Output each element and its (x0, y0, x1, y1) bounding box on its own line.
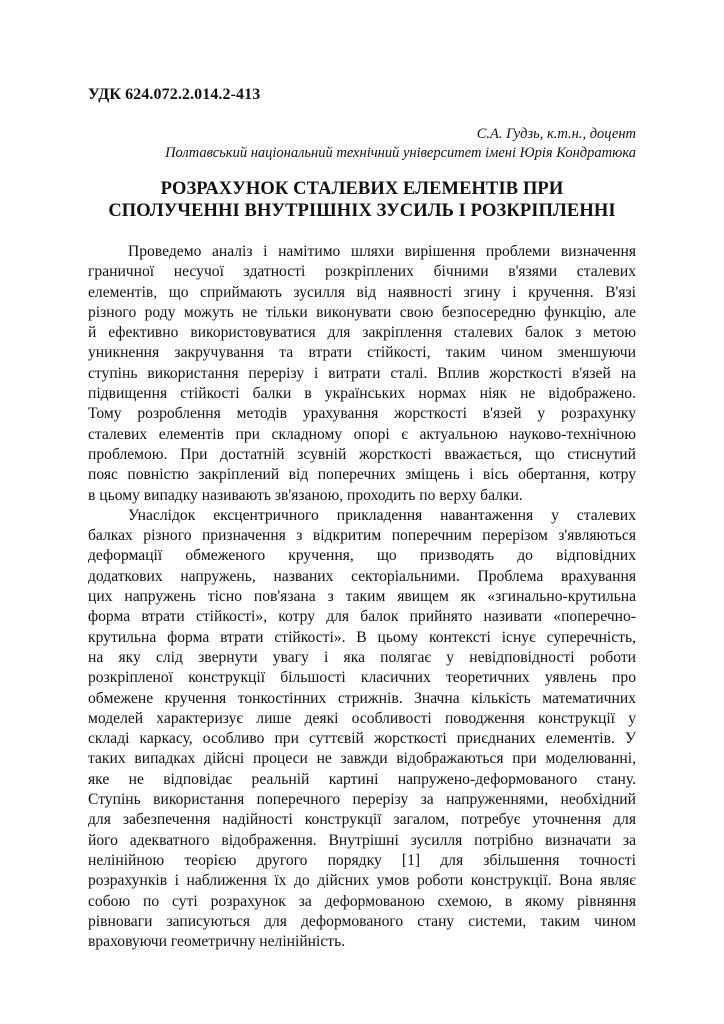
text-line: на яку слід звернути увагу і яка полягає у невідповідності роботи (88, 648, 636, 666)
text-line: рівноваги записуються для деформованого стану системи, таким чином (88, 912, 636, 930)
text-line: цих напружень тісно пов'язана з таким явищем як «згинально-крутильна (88, 588, 636, 606)
text-line: Ступінь використання поперечного перерізу за напруженнями, необхідний (88, 791, 636, 809)
text-line: собою по суті розрахунок за деформованою схемою, в якому рівняння (88, 892, 636, 910)
text-line: Унаслідок ексцентричного прикладення навантаження у сталевих (128, 506, 636, 524)
text-line: яке не відповідає реальній картині напружено-деформованого стану. (88, 770, 636, 788)
text-line: розрахунків і наближення їх до дійсних умов роботи конструкції. Вона являє (88, 872, 636, 890)
text-line: Тому розроблення методів урахування жорсткості в'язей у розрахунку (88, 405, 636, 423)
text-line: проблемою. При достатній зсувній жорсткості вважається, що стиснутий (88, 445, 636, 463)
text-line: таких випадках дійсні процеси не завжди відображаються при моделюванні, (88, 750, 636, 768)
text-line: Проведемо аналіз і намітимо шляхи вирішення проблеми визначення (128, 243, 636, 260)
text-line: деформації обмеженого кручення, що призводять до відповідних (88, 547, 636, 565)
text-line: балках різного призначення з відкритим поперечним перерізом з'являються (88, 527, 636, 545)
text-line: форма втрати стійкості», котру для балок прийнято називати «поперечно- (88, 608, 636, 626)
text-line: сталевих елементів при складному опорі є актуальною науково-технічною (88, 425, 636, 443)
text-line: пояс повністю закріплений від поперечних зміщень і вісь обертання, котру (88, 466, 636, 484)
text-line: розкріпленої конструкції більшості класичних теоретичних уявлень про (88, 669, 636, 687)
author-line: С.А. Гудзь, к.т.н., доцент (476, 126, 636, 142)
affiliation-line: Полтавський національний технічний університет імені Юрія Кондратюка (165, 145, 636, 161)
text-line: обмежене кручення тонкостінних стрижнів. Значна кількість математичних (88, 689, 636, 707)
text-line: в цьому випадку називають зв'язаною, проходить по верху балки. (88, 486, 523, 504)
text-line: крутильна форма втрати стійкості». В цьому контексті існує суперечність, (88, 628, 636, 646)
paragraph-1 (88, 242, 636, 506)
text-line: й ефективно використовуватися для закріплення сталевих балок з метою (88, 324, 636, 342)
text-line: для забезпечення надійності конструкції загалом, потребує уточнення для (88, 811, 636, 829)
paper-title (88, 178, 636, 222)
text-line: додаткових напружень, названих секторіальними. Проблема врахування (88, 567, 636, 585)
text-line: уникнення закручування та втрати стійкості, таким чином зменшуючи (88, 344, 636, 362)
text-line: його адекватного відображення. Внутрішні зусилля потрібно визначати за (88, 831, 636, 849)
text-line: нелінійною теорією другого порядку [1] для збільшення точності (88, 851, 636, 869)
text-line: підвищення стійкості балки в українських нормах ніяк не відображено. (88, 385, 636, 403)
text-line: враховуючи геометричну нелінійність. (88, 933, 346, 951)
paragraph-2 (88, 506, 636, 953)
text-line: моделей характеризує лише деякі особливості поводження конструкції у (88, 709, 636, 727)
text-line: складі каркасу, особливо при суттєвій жорсткості приєднаних елементів. У (88, 730, 636, 748)
text-line: ступінь використання перерізу і витрати сталі. Вплив жорсткості в'язей на (88, 364, 636, 382)
text-line: елементів, що сприймають зусилля від наявності згину і кручення. В'язі (88, 283, 636, 301)
title-line: РОЗРАХУНОК СТАЛЕВИХ ЕЛЕМЕНТІВ ПРИ (160, 179, 564, 199)
body-text (88, 242, 636, 952)
title-line: СПОЛУЧЕННІ ВНУТРІШНІХ ЗУСИЛЬ І РОЗКРІПЛЕННІ (108, 201, 616, 221)
text-line: різного роду можуть не тільки виконувати свою безпосередню функцію, але (88, 303, 636, 321)
text-line: граничної несучої здатності розкріплених бічними в'язями сталевих (88, 263, 636, 281)
udk-code: УДК 624.072.2.014.2-413 (88, 86, 261, 103)
